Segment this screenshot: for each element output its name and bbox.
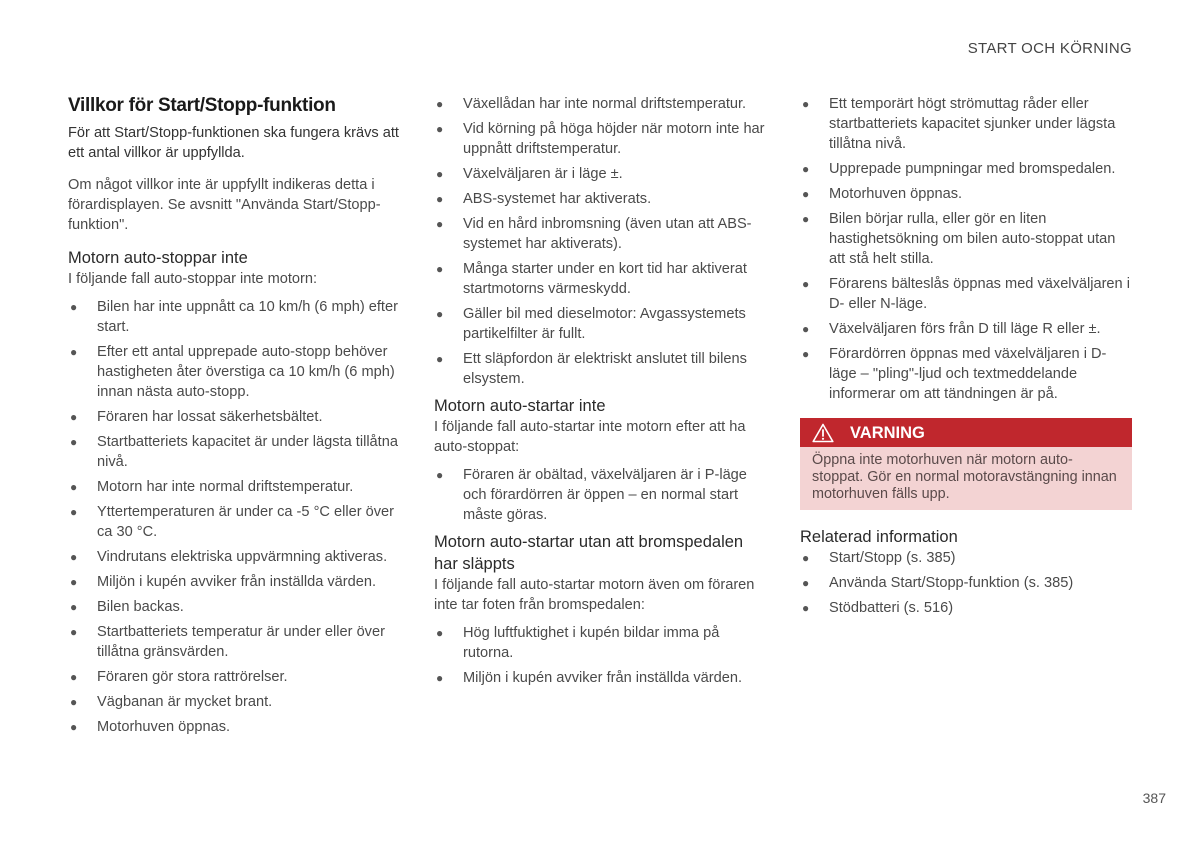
bullet-icon: ● [436,626,444,640]
subheading-intro: I följande fall auto-startar motorn även om föraren inte tar foten från bromspedalen: [434,577,755,613]
related-heading: Relaterad information [800,528,958,546]
subheading-auto-stop-not: Motorn auto-stoppar inte [68,249,248,267]
bullet-icon: ● [70,625,78,639]
warning-title: VARNING [850,423,925,442]
list-item: ● Miljön i kupén avviker från inställda värden. [70,574,377,590]
list-item: ● Förarens bälteslås öppnas med växelväljaren i D- eller N-läge. [802,276,1130,312]
condition-list [68,297,406,737]
list-item: ● Förardörren öppnas med växelväljaren i D-läge – "pling"-ljud och textmeddelande informerar om att tändningen är på. [802,346,1107,402]
bullet-icon: ● [436,352,444,366]
list-item: ● Ett släpfordon är elektriskt anslutet till bilens elsystem. [436,351,747,387]
list-item: ● Föraren är obältad, växelväljaren är i P-läge och förardörren är öppen – en normal start måste göras. [436,467,747,523]
list-item: ● Miljön i kupén avviker från inställda värden. [436,670,743,686]
bullet-icon: ● [802,212,810,226]
warning-text: Öppna inte motorhuven när motorn auto-stoppat. Gör en normal motoravstängning innan motorhuven fälls upp. [800,447,1132,510]
subheading-intro: I följande fall auto-startar inte motorn efter att ha auto-stoppat: [434,419,746,455]
list-item: ● Vid en hård inbromsning (även utan att ABS-systemet har aktiverats). [436,216,752,252]
list-item: ● Bilen börjar rulla, eller gör en liten hastighetsökning om bilen auto-stoppat utan att stå helt stilla. [802,211,1116,267]
lead-paragraph: För att Start/Stopp-funktionen ska fungera krävs att ett antal villkor är uppfyllda. [68,125,399,161]
bullet-icon: ● [802,347,810,361]
subheading-intro: I följande fall auto-stoppar inte motorn: [68,271,318,287]
list-item: ● Föraren har lossat säkerhetsbältet. [70,409,323,425]
list-item: ● Växelväljaren är i läge ±. [436,166,623,182]
bullet-icon: ● [436,307,444,321]
bullet-icon: ● [436,122,444,136]
list-item: ● Motorhuven öppnas. [70,719,231,735]
bullet-icon: ● [70,480,78,494]
bullet-icon: ● [70,410,78,424]
column-1 [68,94,406,742]
list-item: ● Yttertemperaturen är under ca -5 °C eller över ca 30 °C. [70,504,395,540]
bullet-icon: ● [802,601,810,615]
list-item: ● Bilen har inte uppnått ca 10 km/h (6 mph) efter start. [70,299,398,335]
related-information [800,526,1132,618]
list-item: ● Vid körning på höga höjder när motorn inte har uppnått driftstemperatur. [436,121,765,157]
bullet-icon: ● [70,345,78,359]
list-item: ● Ett temporärt högt strömuttag råder eller startbatteriets kapacitet sjunker under lägsta tillåtna nivå. [802,96,1116,152]
warning-header [800,418,1132,447]
bullet-icon: ● [70,505,78,519]
bullet-icon: ● [802,277,810,291]
related-link[interactable]: ● Stödbatteri (s. 516) [802,600,954,616]
subheading-auto-start-brake: Motorn auto-startar utan att bromspedalen har släppts [434,533,744,573]
list-item: ● Vägbanan är mycket brant. [70,694,273,710]
list-item: ● Bilen backas. [70,599,184,615]
auto-start-not-list [434,465,768,525]
bullet-icon: ● [436,192,444,206]
list-item: ● Växelväljaren förs från D till läge R eller ±. [802,321,1101,337]
column-3 [800,94,1132,623]
bullet-icon: ● [802,187,810,201]
list-item: ● Startbatteriets kapacitet är under lägsta tillåtna nivå. [70,434,398,470]
subheading-auto-start-not: Motorn auto-startar inte [434,397,606,415]
list-item: ● Motorn har inte normal driftstemperatur. [70,479,354,495]
bullet-icon: ● [70,435,78,449]
bullet-icon: ● [802,322,810,336]
bullet-icon: ● [436,262,444,276]
list-item: ● Startbatteriets temperatur är under eller över tillåtna gränsvärden. [70,624,385,660]
list-item: ● Efter ett antal upprepade auto-stopp behöver hastigheten åter överstiga ca 10 km/h (6 mph) innan nästa auto-stopp. [70,344,395,400]
bullet-icon: ● [802,576,810,590]
auto-start-brake-list [434,623,768,688]
bullet-icon: ● [70,720,78,734]
column-2 [434,94,768,693]
list-item: ● Upprepade pumpningar med bromspedalen. [802,161,1116,177]
bullet-icon: ● [436,167,444,181]
warning-box [800,418,1132,510]
bullet-icon: ● [70,600,78,614]
bullet-icon: ● [436,217,444,231]
list-item: ● Vindrutans elektriska uppvärmning aktiveras. [70,549,388,565]
auto-start-brake-list-continued [800,94,1132,404]
page-title: Villkor för Start/Stopp-funktion [68,95,336,116]
list-item: ● Många starter under en kort tid har aktiverat startmotorns värmeskydd. [436,261,747,297]
page-number: 387 [1142,790,1166,806]
bullet-icon: ● [70,550,78,564]
bullet-icon: ● [70,670,78,684]
warning-triangle-icon [812,423,834,443]
bullet-icon: ● [436,97,444,111]
bullet-icon: ● [802,97,810,111]
related-link[interactable]: ● Start/Stopp (s. 385) [802,550,956,566]
bullet-icon: ● [802,162,810,176]
bullet-icon: ● [70,575,78,589]
bullet-icon: ● [802,551,810,565]
list-item: ● ABS-systemet har aktiverats. [436,191,652,207]
bullet-icon: ● [436,671,444,685]
list-item: ● Hög luftfuktighet i kupén bildar imma på rutorna. [436,625,720,661]
condition-list-continued [434,94,768,389]
display-note-paragraph: Om något villkor inte är uppfyllt indikeras detta i förardisplayen. Se avsnitt "Använda Start/Stopp-funktion". [68,177,381,233]
bullet-icon: ● [436,468,444,482]
list-item: ● Växellådan har inte normal driftstemperatur. [436,96,747,112]
bullet-icon: ● [70,300,78,314]
related-link[interactable]: ● Använda Start/Stopp-funktion (s. 385) [802,575,1074,591]
related-list [800,548,1132,618]
list-item: ● Föraren gör stora rattrörelser. [70,669,288,685]
list-item: ● Gäller bil med dieselmotor: Avgassystemets partikelfilter är fullt. [436,306,746,342]
section-header: START OCH KÖRNING [967,40,1132,57]
bullet-icon: ● [70,695,78,709]
list-item: ● Motorhuven öppnas. [802,186,963,202]
